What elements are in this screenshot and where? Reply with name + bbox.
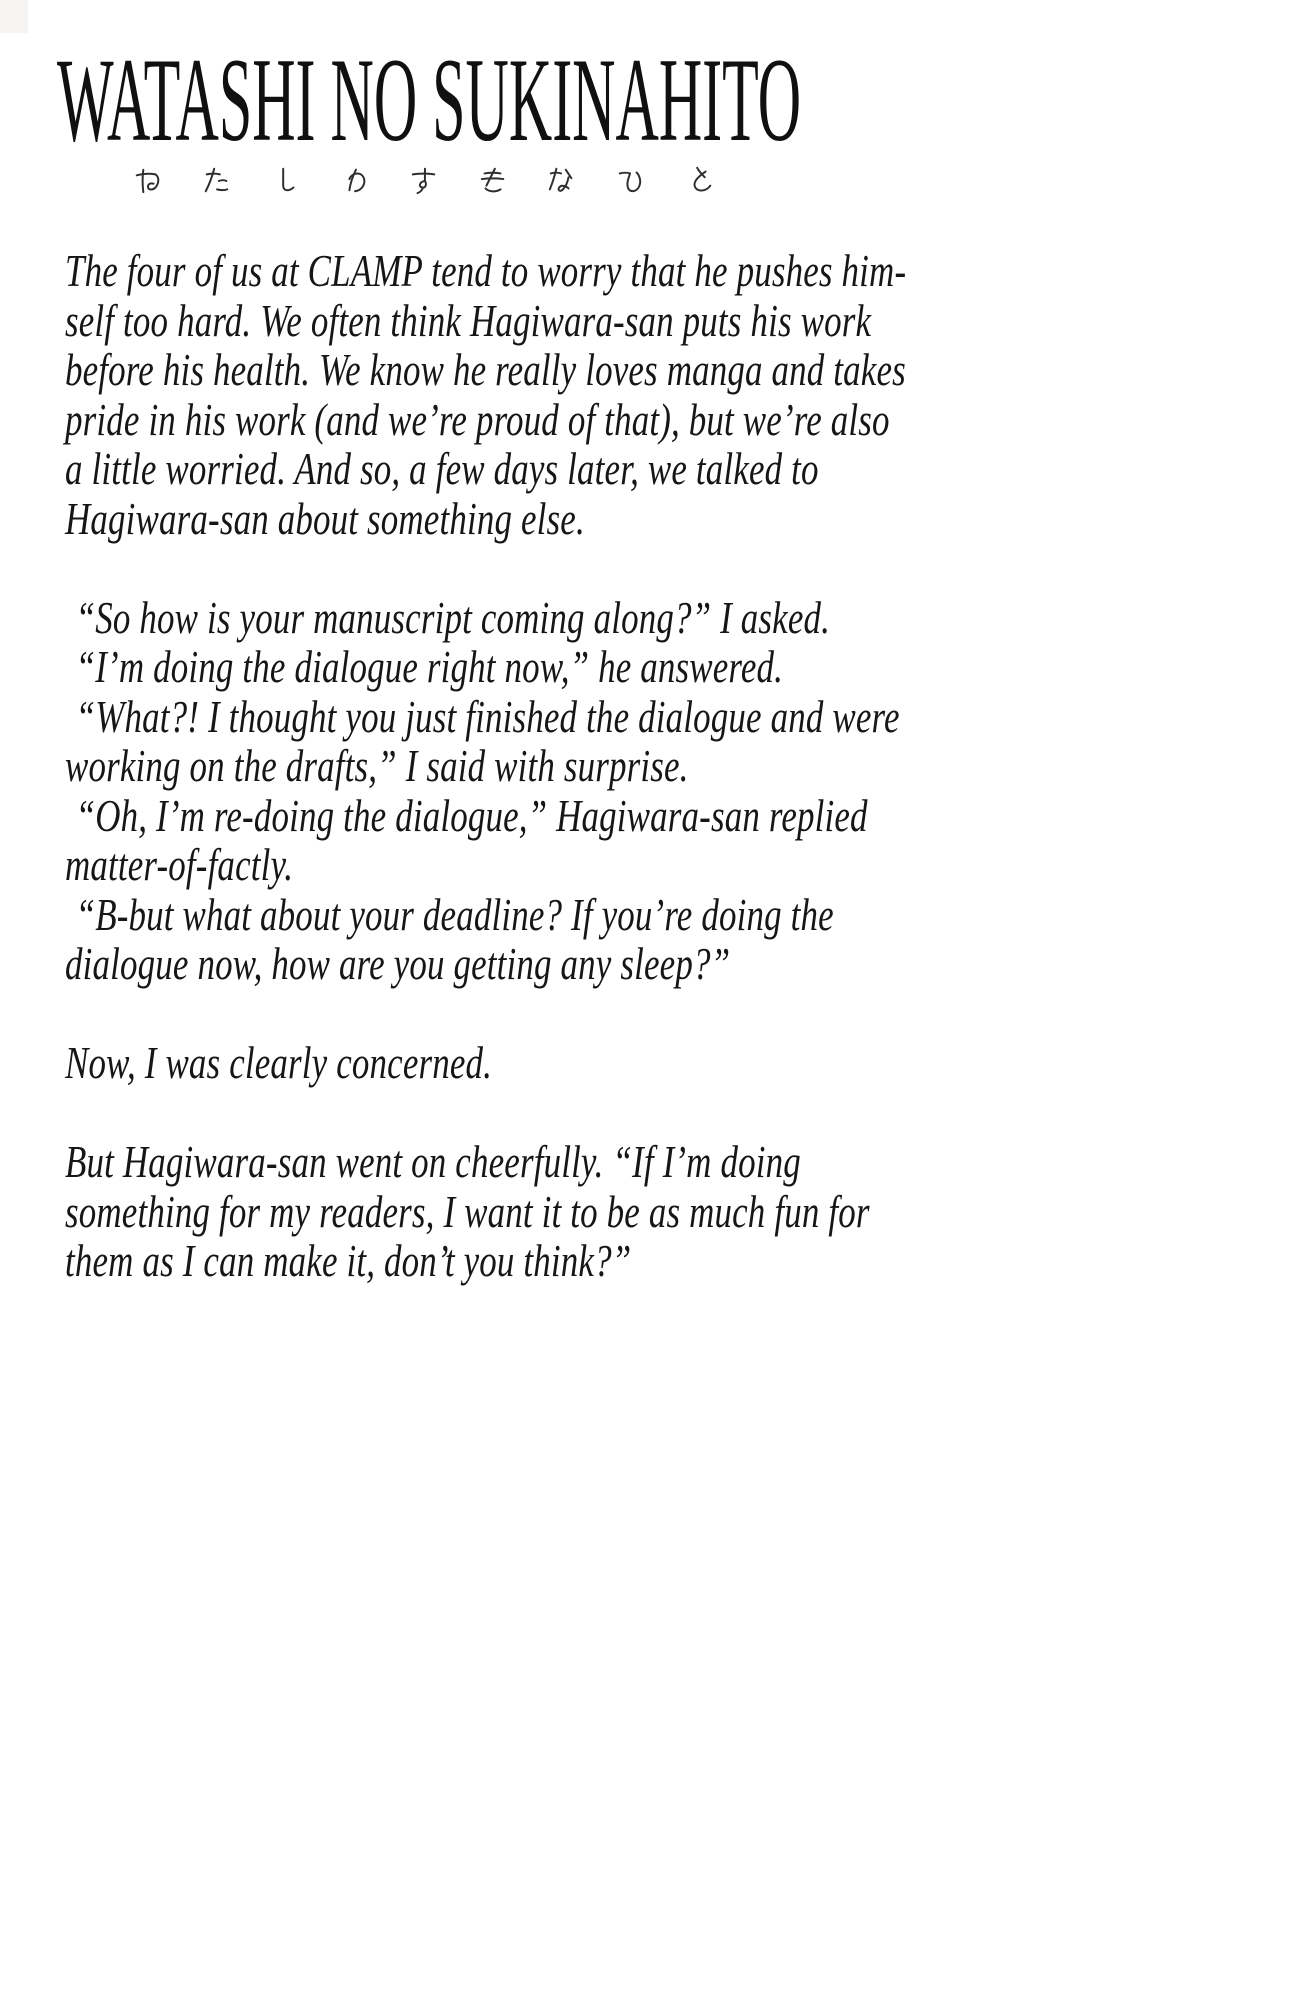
- text-line: a little worried. And so, a few days later, we talked to: [65, 443, 819, 494]
- paragraph-intro: [65, 246, 906, 543]
- kana-ki-icon: [478, 165, 508, 195]
- text-line: before his health. We know he really loves manga and takes: [65, 344, 906, 395]
- kana-su-icon: [409, 165, 439, 195]
- paragraph-closing: [65, 1137, 906, 1286]
- paragraph-dialogue: [65, 593, 906, 989]
- text-line: “Oh, I’m re-doing the dialogue,” Hagiwara-san replied: [75, 789, 868, 841]
- text-line: Hagiwara-san about something else.: [65, 492, 585, 544]
- text-line: self too hard. We often think Hagiwara-san puts his work: [65, 294, 872, 346]
- kana-na-icon: [547, 165, 577, 195]
- kana-no-icon: [340, 165, 370, 195]
- text-line: matter-of-factly.: [65, 839, 294, 890]
- text-line: “I’m doing the dialogue right now,” he answered.: [75, 641, 784, 692]
- text-line: “What?! I thought you just finished the dialogue and were: [75, 690, 900, 742]
- scan-artifact: [0, 0, 28, 33]
- text-line: “B-but what about your deadline? If you’re doing the: [75, 888, 834, 940]
- text-line: working on the drafts,” I said with surprise.: [65, 740, 689, 791]
- text-line: Now, I was clearly concerned.: [65, 1037, 493, 1088]
- text-line: dialogue now, how are you getting any sleep?”: [65, 938, 731, 989]
- text-line: “So how is your manuscript coming along?” I asked.: [75, 591, 831, 643]
- kana-to-icon: [685, 165, 715, 195]
- kana-hi-icon: [616, 165, 646, 195]
- text-line: But Hagiwara-san went on cheerfully. “If I’m doing: [65, 1136, 801, 1187]
- title-block: [57, 33, 1305, 166]
- text-line: The four of us at CLAMP tend to worry that he pushes him-: [65, 245, 907, 296]
- kana-ta-icon: [202, 165, 232, 195]
- body-text: [65, 246, 906, 1286]
- text-line: them as I can make it, don’t you think?”: [65, 1235, 632, 1286]
- furigana-row: [133, 164, 715, 196]
- text-line: something for my readers, I want it to be as much fun for: [65, 1185, 870, 1237]
- kana-wa-icon: [133, 165, 163, 195]
- page-title: WATASHI NO SUKINAHITO: [57, 33, 802, 166]
- text-line: pride in his work (and we’re proud of that), but we’re also: [65, 393, 890, 445]
- kana-shi-icon: [271, 165, 301, 195]
- paragraph-reaction: [65, 1038, 906, 1088]
